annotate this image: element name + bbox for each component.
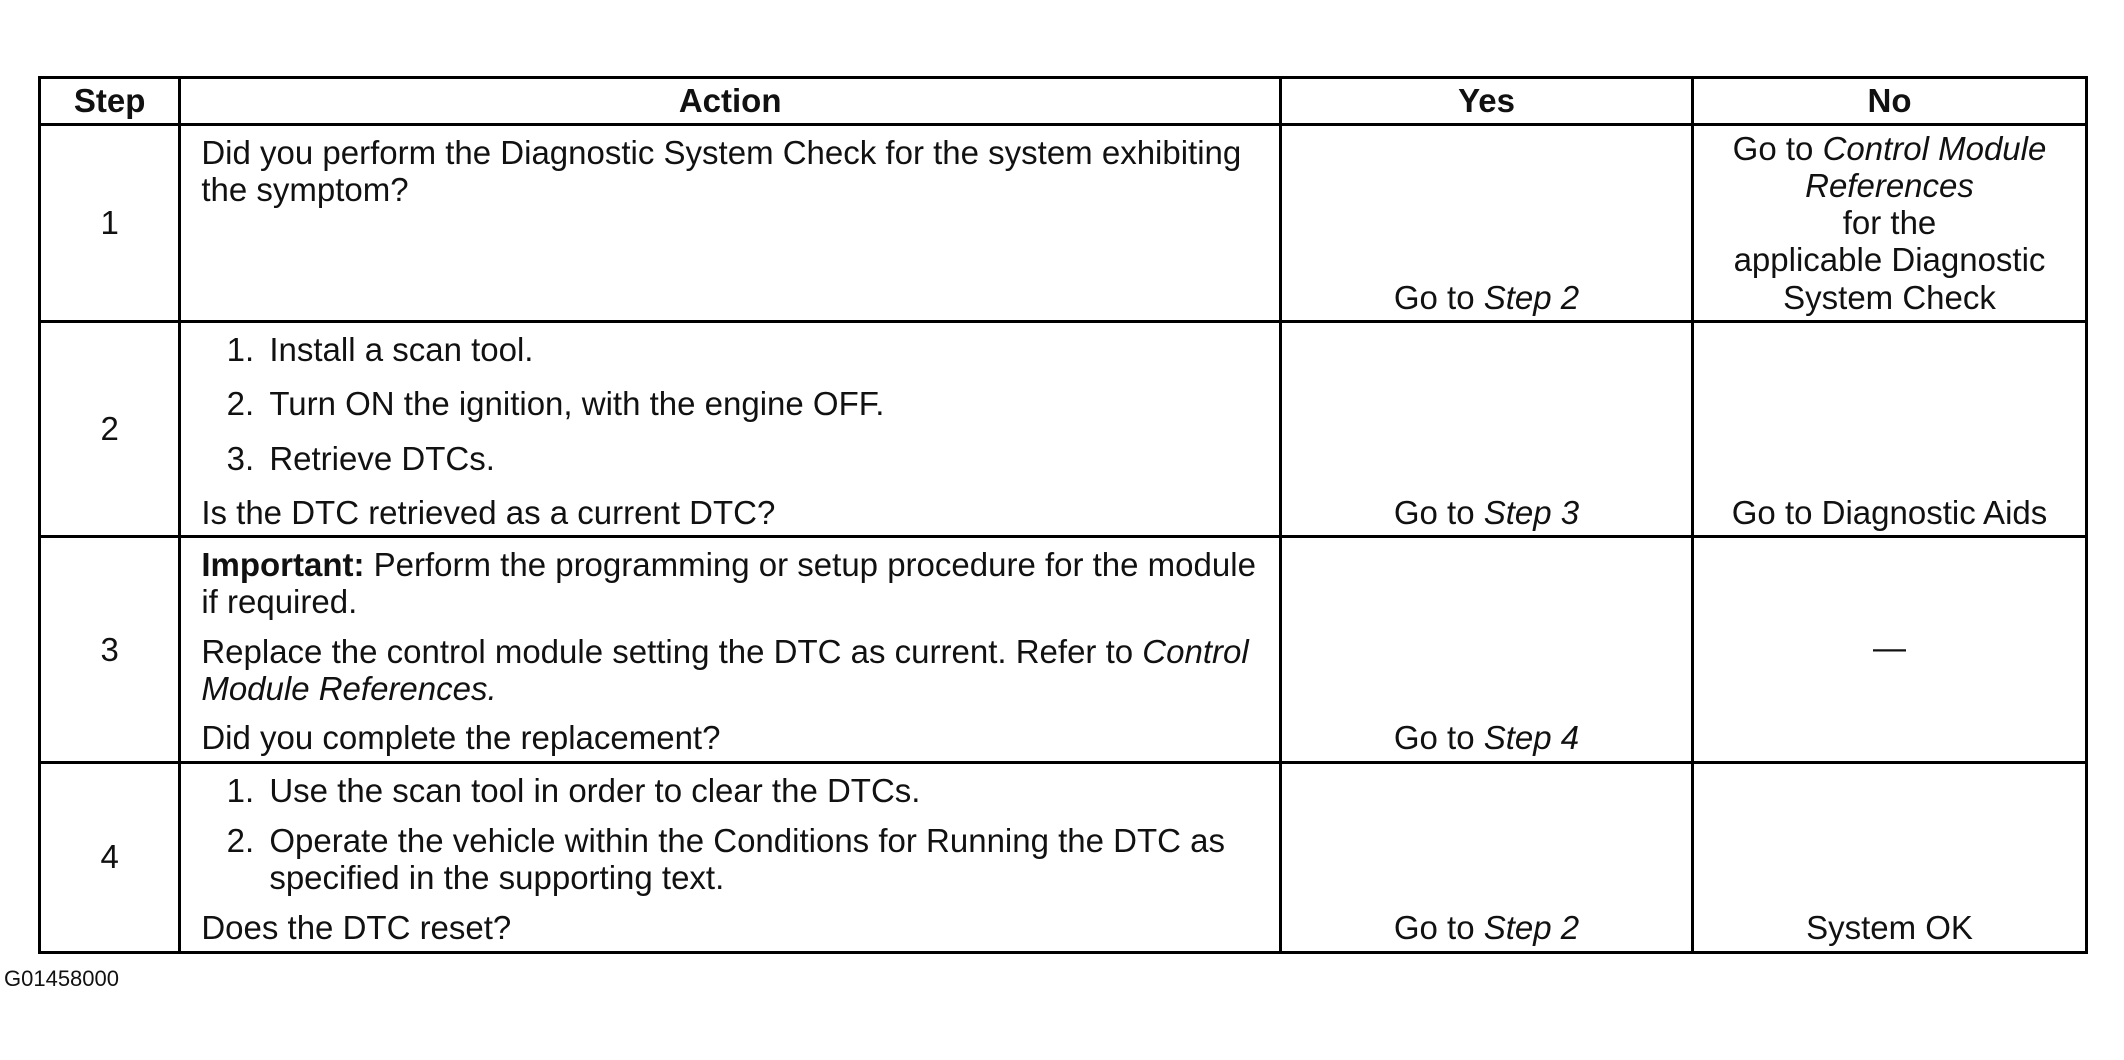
- yes-cell: [1281, 322, 1693, 537]
- action-steps-list: [201, 772, 1265, 897]
- action-cell: [180, 762, 1281, 952]
- header-no: No: [1693, 78, 2087, 125]
- yes-prefix: Go to: [1393, 719, 1484, 757]
- header-yes: Yes: [1281, 78, 1693, 125]
- diagnostic-table: [38, 76, 2088, 954]
- action-question: Did you perform the Diagnostic System Check for the system exhibiting the symptom?: [201, 134, 1242, 209]
- figure-id: G01458000: [4, 966, 119, 991]
- step-number: 2: [40, 322, 180, 537]
- yes-cell: [1281, 762, 1693, 952]
- step-number: 4: [40, 762, 180, 952]
- table-row: [40, 322, 2087, 537]
- no-suffix-2: applicable Diagnostic System Check: [1733, 241, 2046, 316]
- replace-instruction: [201, 633, 1265, 708]
- no-text: —: [1873, 628, 1906, 666]
- action-step-item: 1. Install a scan tool.: [263, 331, 1265, 368]
- table-row: [40, 537, 2087, 762]
- no-cell: [1693, 125, 2087, 322]
- no-text[interactable]: Go to Diagnostic Aids: [1731, 493, 2048, 531]
- header-step: Step: [40, 78, 180, 125]
- no-cell: [1693, 322, 2087, 537]
- yes-prefix: Go to: [1393, 909, 1484, 947]
- action-question: Does the DTC reset?: [201, 909, 512, 947]
- no-reference-link[interactable]: Control Module References: [1805, 129, 2047, 204]
- header-action: Action: [180, 78, 1281, 125]
- yes-prefix: Go to: [1393, 278, 1484, 316]
- action-cell: [180, 125, 1281, 322]
- important-text: Perform the programming or setup procedure for the module if required.: [201, 546, 1256, 621]
- action-step-item: 3. Retrieve DTCs.: [263, 440, 1265, 477]
- yes-prefix: Go to: [1393, 493, 1484, 531]
- no-suffix-1: for the: [1842, 204, 1937, 242]
- action-question: Did you complete the replacement?: [201, 719, 721, 757]
- table-header-row: [40, 78, 2087, 125]
- action-cell: [180, 322, 1281, 537]
- no-cell: [1693, 537, 2087, 762]
- yes-step-link[interactable]: Step 4: [1483, 719, 1580, 757]
- no-cell: [1693, 762, 2087, 952]
- no-text: System OK: [1806, 909, 1973, 947]
- action-cell: [180, 537, 1281, 762]
- step-number: 3: [40, 537, 180, 762]
- action-steps-list: [201, 331, 1265, 477]
- yes-step-link[interactable]: Step 2: [1483, 909, 1580, 947]
- no-prefix: Go to: [1732, 129, 1823, 167]
- action-step-item: 2. Operate the vehicle within the Conditions for Running the DTC as specified in the supporting text.: [263, 822, 1265, 897]
- step-number: 1: [40, 125, 180, 322]
- table-row: [40, 125, 2087, 322]
- yes-step-link[interactable]: Step 3: [1483, 493, 1580, 531]
- important-label: Important:: [201, 546, 365, 584]
- replace-reference-link[interactable]: Control Module References.: [201, 632, 1249, 707]
- replace-text: Replace the control module setting the DTC as current. Refer to: [201, 632, 1143, 670]
- yes-step-link[interactable]: Step 2: [1483, 278, 1580, 316]
- yes-cell: [1281, 125, 1693, 322]
- action-step-item: 1. Use the scan tool in order to clear the DTCs.: [263, 772, 1265, 809]
- yes-cell: [1281, 537, 1693, 762]
- action-step-item: 2. Turn ON the ignition, with the engine OFF.: [263, 385, 1265, 422]
- action-question: Is the DTC retrieved as a current DTC?: [201, 493, 776, 531]
- important-note: [201, 546, 1265, 621]
- table-row: [40, 762, 2087, 952]
